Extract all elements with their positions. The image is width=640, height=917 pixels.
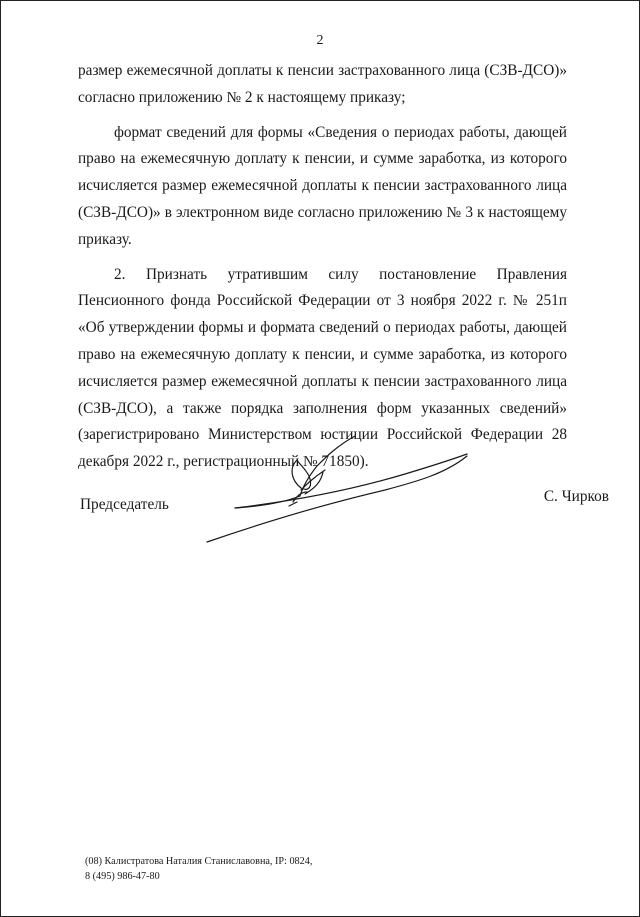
- signatory-title: Председатель: [80, 496, 169, 513]
- text-line: формат сведений для формы «Сведения о периодах работы, дающей право: [78, 123, 567, 168]
- signatory-name: С. Чирков: [543, 488, 609, 505]
- text-line: фонда Российской Федерации от 3 ноября 2022 г. № 251п «Об утверждении: [78, 292, 567, 337]
- text-line: формы и формата сведений о периодах работы, дающей право на ежемесячную: [78, 319, 567, 363]
- text-line: 2. Признать утратившим силу постановление Правления Пенсионного: [78, 265, 567, 310]
- footer-contact: [85, 854, 312, 884]
- footer-author: (08) Калистратова Наталия Станиславовна, IP: 0824,: [85, 856, 313, 867]
- text-line: на ежемесячную доплату к пенсии, и сумме заработка, из которого исчисляется: [78, 150, 568, 195]
- text-line: размер ежемесячной доплаты к пенсии застрахованного лица (СЗВ-ДСО)»: [78, 62, 567, 79]
- text-line: размер ежемесячной доплаты к пенсии застрахованного лица (СЗВ-ДСО)» в: [78, 177, 568, 221]
- text-line: ежемесячной доплаты к пенсии застрахованного лица (СЗВ-ДСО), а также: [78, 372, 568, 417]
- document-body: [78, 58, 567, 484]
- text-line: порядка заполнения форм указанных сведений» (зарегистрировано: [78, 399, 567, 444]
- text-line: доплату к пенсии, и сумме заработка, из которого исчисляется размер: [78, 345, 568, 390]
- text-line: согласно приложению № 2 к настоящему приказу;: [78, 88, 406, 106]
- footer-phone: 8 (495) 986-47-80: [85, 871, 160, 882]
- handwritten-signature: [205, 432, 475, 552]
- paragraph-2: [78, 120, 567, 254]
- text-line: регистрационный № 71850).: [183, 453, 369, 471]
- text-line: электронном виде согласно приложению № 3 к настоящему приказу.: [78, 203, 568, 248]
- paragraph-1: [78, 58, 567, 112]
- text-line: Министерством юстиции Российской Федерации 28 декабря 2022 г.,: [78, 426, 568, 471]
- page-number: 2: [316, 33, 324, 48]
